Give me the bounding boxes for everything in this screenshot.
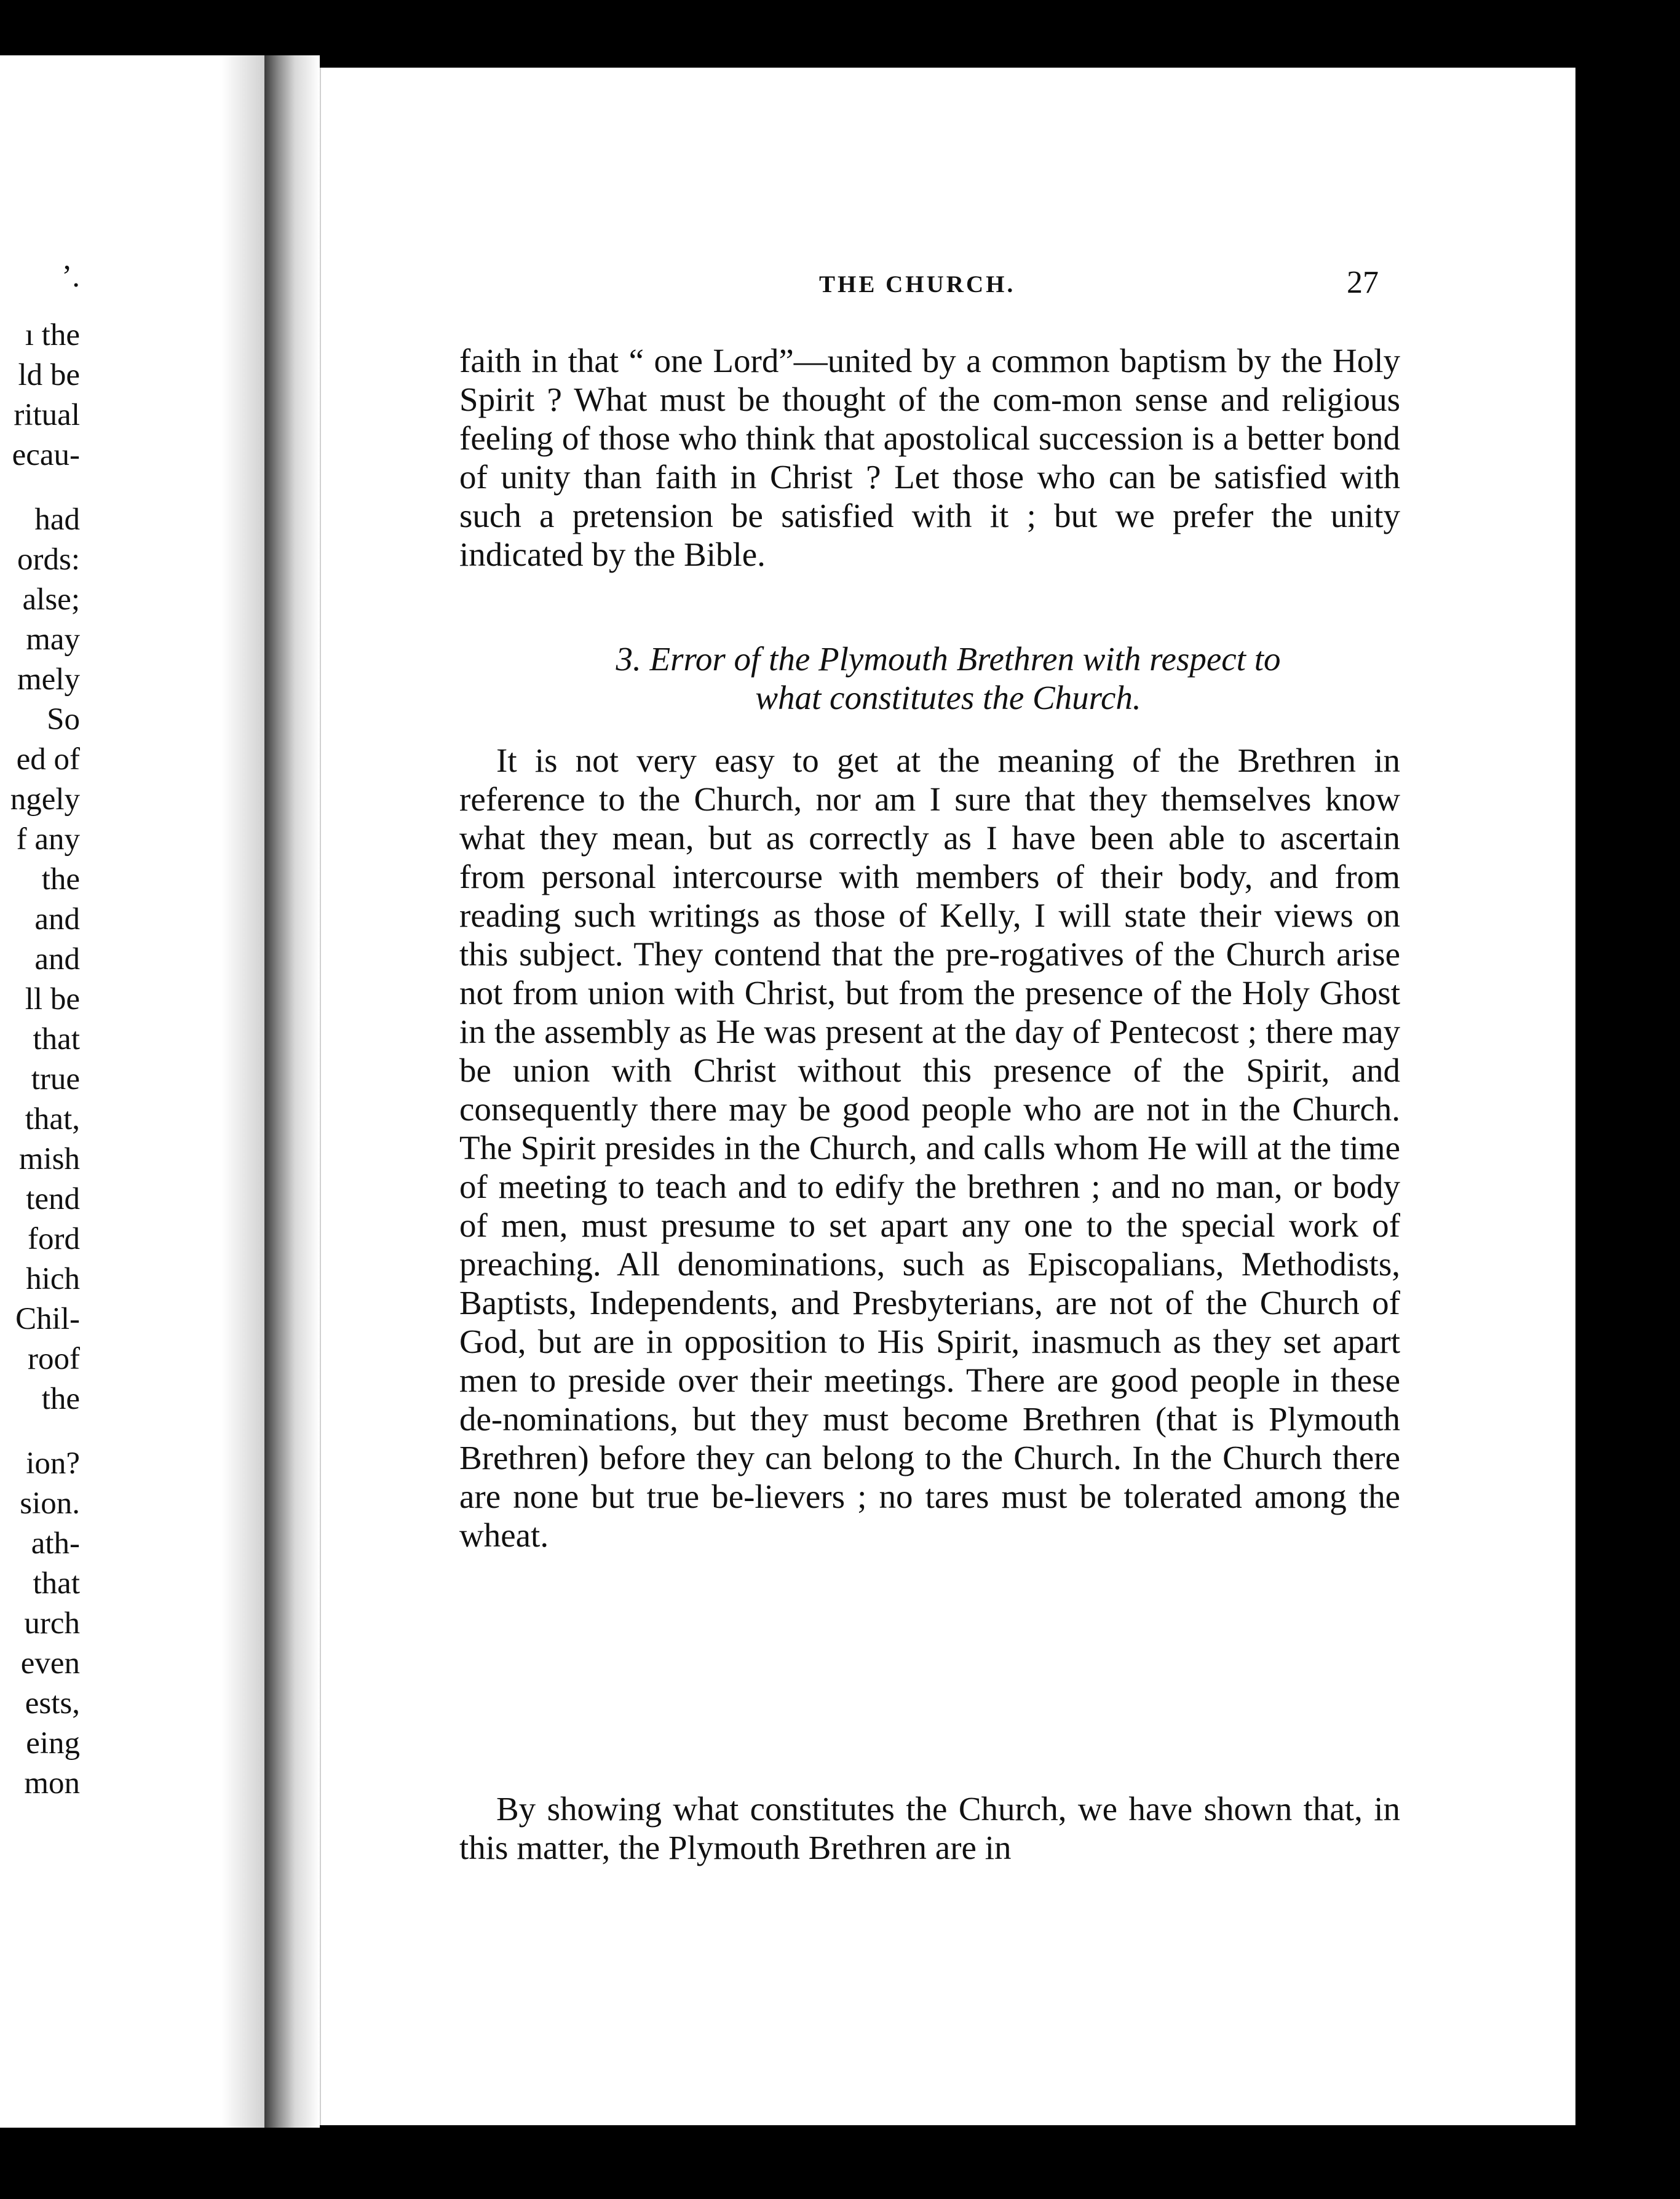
left-page-line: ion? (26, 1446, 80, 1481)
left-page-line: and (34, 942, 80, 977)
page-curve-shadow (221, 55, 264, 2128)
left-page-line: ests, (25, 1686, 80, 1721)
paragraph-3 (459, 1789, 1400, 1867)
left-page-line: So (47, 702, 80, 737)
section-heading-line-1 (518, 640, 1379, 678)
left-page-line: tend (26, 1182, 80, 1216)
left-page-line: ll be (25, 982, 80, 1016)
left-page-line: hich (26, 1262, 80, 1296)
left-page-line: ld be (18, 358, 80, 392)
left-page-line: that, (25, 1102, 80, 1136)
left-page-line: had (34, 502, 80, 537)
paragraph-1 (459, 341, 1400, 574)
paragraph-1-text: faith in that “ one Lord”—united by a common baptism by the Holy Spirit ? What must be thought of the com-mon sense and religious feeling of those who think that apostolical succession is a better bond of unity than faith in Christ ? Let those who can be satisfied with such a pretension be satisfied with it ; but we prefer the unity indicated by the Bible. (459, 342, 1400, 573)
book-gutter (264, 55, 320, 2128)
left-page-line: even (20, 1646, 80, 1681)
left-page-line: Chil- (15, 1302, 80, 1336)
left-page-line: ı the (25, 318, 80, 352)
paragraph-2 (459, 741, 1400, 1555)
running-title: THE CHURCH. (819, 271, 1016, 298)
left-page-line: ʼ. (61, 260, 80, 294)
left-page-line: eing (26, 1726, 80, 1761)
left-page-line: that (33, 1022, 80, 1056)
left-page-line: ngely (10, 782, 80, 817)
left-page-line: ath- (31, 1526, 80, 1561)
section-number: 3. (616, 640, 641, 678)
left-page-line: may (26, 622, 80, 657)
page-number: 27 (1347, 265, 1379, 300)
left-facing-page (0, 55, 264, 2128)
left-page-line: mon (24, 1766, 80, 1801)
left-page-line: the (41, 862, 80, 897)
section-heading-text-1: Error of the Plymouth Brethren with respect to (649, 640, 1281, 678)
left-page-line: alse; (22, 582, 80, 617)
left-page-line: the (41, 1382, 80, 1416)
scan-edge-bottom (0, 2125, 1680, 2199)
left-page-line: ritual (14, 398, 80, 432)
paragraph-3-text: By showing what constitutes the Church, we have shown that, in this matter, the Plymouth Brethren are in (459, 1790, 1400, 1866)
right-page (320, 68, 1575, 2125)
left-page-line: urch (24, 1606, 80, 1641)
left-page-line: and (34, 902, 80, 937)
left-page-line: f any (16, 822, 80, 857)
scan-edge-right (1575, 0, 1680, 2199)
left-page-line: mely (17, 662, 80, 697)
left-page-line: ford (28, 1222, 80, 1256)
left-page-line: true (31, 1062, 80, 1096)
section-heading-line-2: what constitutes the Church. (755, 679, 1141, 716)
left-page-line: ecau- (12, 438, 80, 472)
left-page-line: mish (18, 1142, 80, 1176)
left-page-line: roof (28, 1342, 80, 1376)
left-page-line: sion. (20, 1486, 80, 1521)
left-page-line: ed of (16, 742, 80, 777)
left-page-line: that (33, 1566, 80, 1601)
section-heading (518, 640, 1379, 717)
left-page-line: ords: (17, 542, 80, 577)
paragraph-2-text: It is not very easy to get at the meaning of the Brethren in reference to the Church, nor am I sure that they themselves know what they mean, but as correctly as I have been able to ascertain from personal intercourse with members of their body, and from reading such writings as those of Kelly, I will state their views on this subject. They contend that the pre-rogatives of the Church arise not from union with Christ, but from the presence of the Holy Ghost in the assembly as He was present at the day of Pentecost ; there may be union with Christ without this presence of the Spirit, and consequently there may be good people who are not in the Church. The Spirit presides in the Church, and calls whom He will at the time of meeting to teach and to edify the brethren ; and no man, or body of men, must presume to set apart any one to the special work of preaching. All denominations, such as Episcopalians, Methodists, Baptists, Independents, and Presbyterians, are not of the Church of God, but are in opposition to His Spirit, inasmuch as they set apart men to preside over their meetings. There are good people in these de-nominations, but they must become Brethren (that is Plymouth Brethren) before they can belong to the Church. In the Church there are none but true be-lievers ; no tares must be tolerated among the wheat. (459, 742, 1400, 1554)
